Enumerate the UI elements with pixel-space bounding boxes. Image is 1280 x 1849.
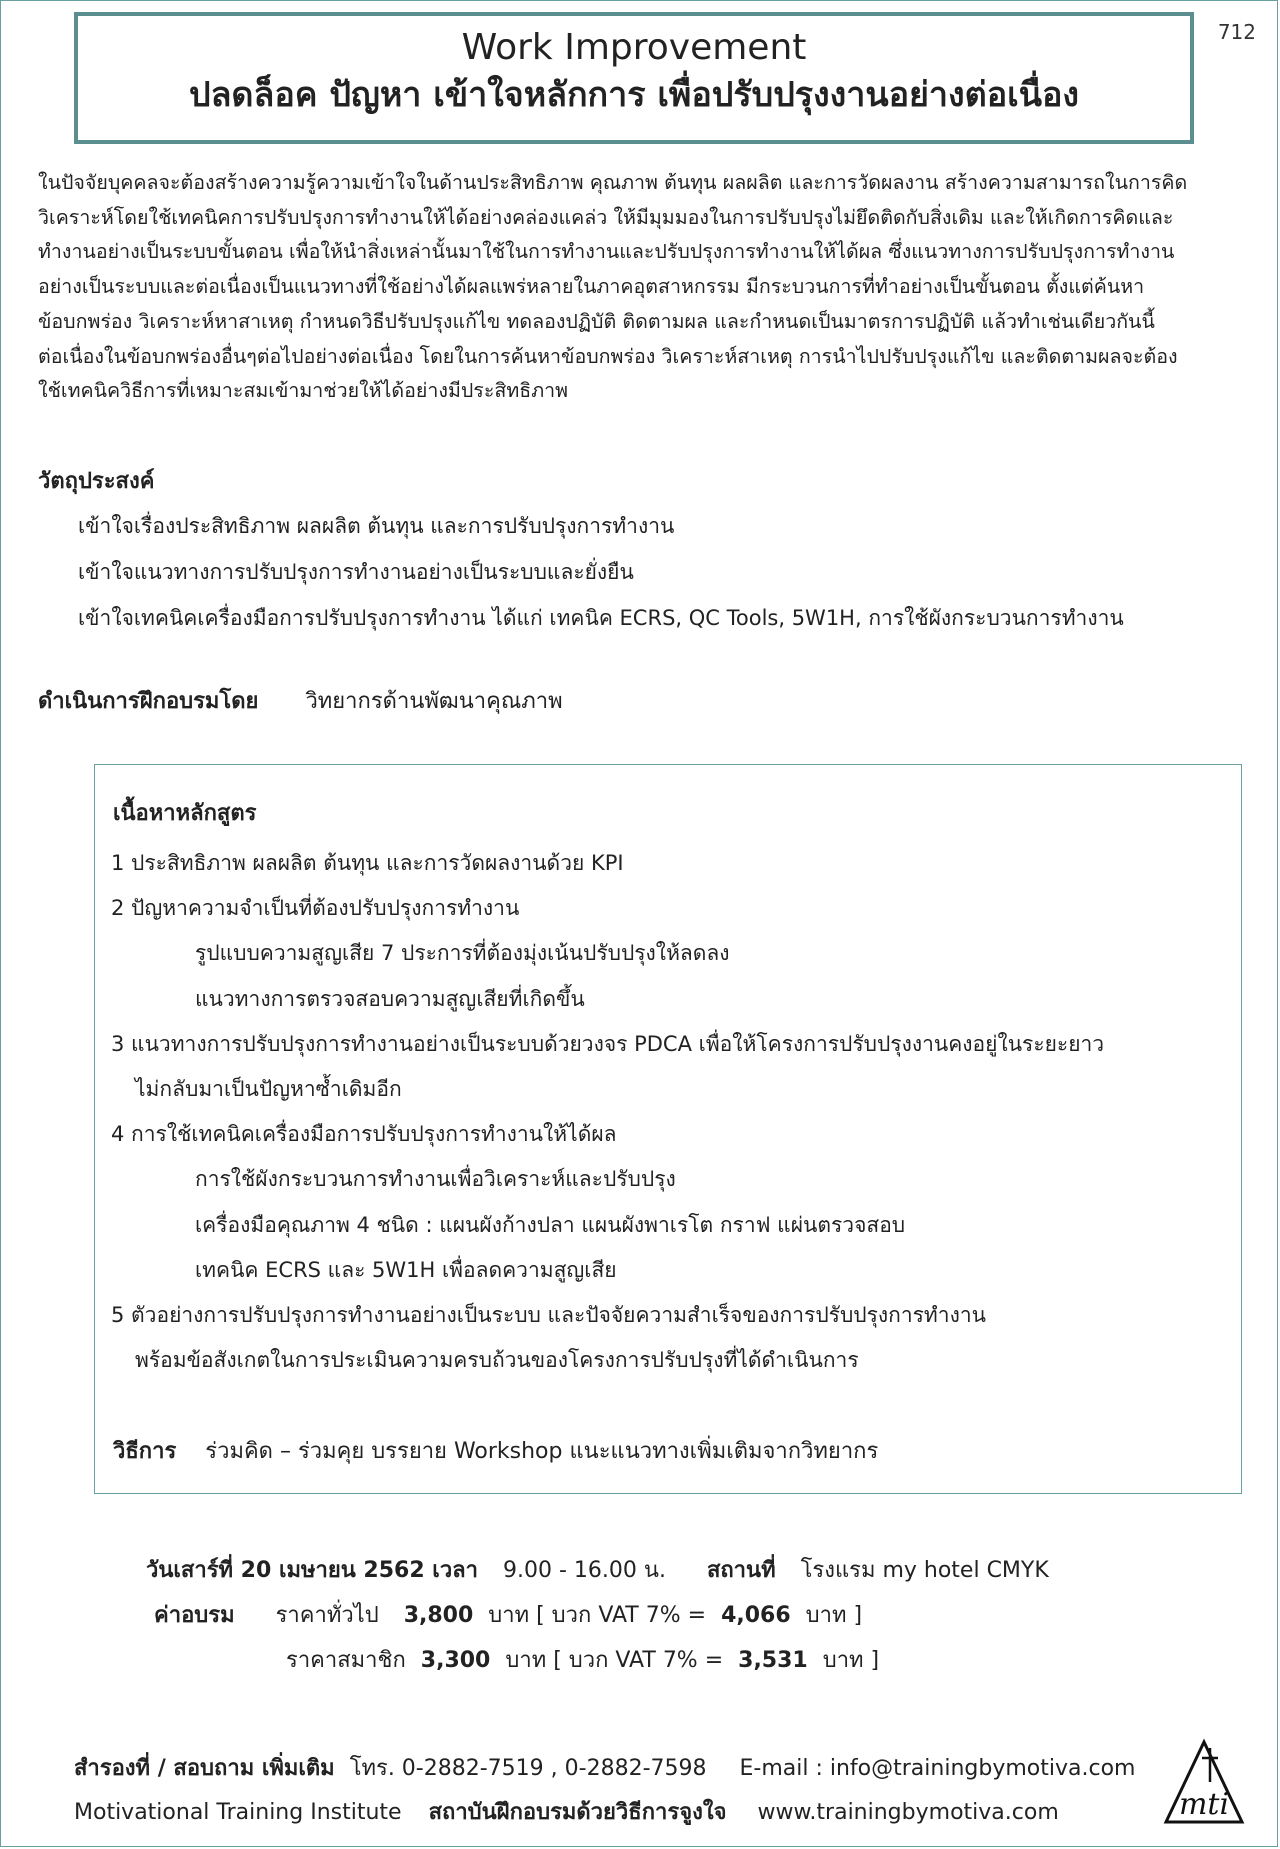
course-content-list (111, 841, 1104, 1383)
venue-value: โรงแรม my hotel CMYK (800, 1558, 1049, 1583)
title-box (74, 12, 1194, 144)
objectives-list (78, 503, 1124, 641)
general-price-value: 3,800 (403, 1603, 474, 1628)
logo-lettering: mti (1178, 1787, 1230, 1822)
course-subtopic: แนวทางการตรวจสอบความสูญเสียที่เกิดขึ้น (195, 986, 585, 1011)
time-value: 9.00 - 16.00 น. (503, 1558, 666, 1583)
course-subtopic: การใช้ผังกระบวนการทำงานเพื่อวิเคราะห์และปรับปรุง (195, 1167, 676, 1192)
contact-label: สำรองที่ / สอบถาม เพิ่มเติม (74, 1756, 335, 1781)
schedule-block (146, 1548, 1049, 1683)
intro-line: ใช้เทคนิควิธีการที่เหมาะสมเข้ามาช่วยให้ได้อย่างมีประสิทธิภาพ (38, 379, 569, 403)
course-topic: 3 แนวทางการปรับปรุงการทำงานอย่างเป็นระบบด้วยวงจร PDCA เพื่อให้โครงการปรับปรุงงานคงอยู่ในระยะยาว (111, 1031, 1105, 1056)
course-topic: 4 การใช้เทคนิคเครื่องมือการปรับปรุงการทำงานให้ได้ผล (111, 1122, 617, 1147)
course-topic: 2 ปัญหาความจำเป็นที่ต้องปรับปรุงการทำงาน (111, 896, 520, 921)
contact-line (74, 1747, 1135, 1791)
course-subtopic: เครื่องมือคุณภาพ 4 ชนิด : แผนผังก้างปลา แผนผังพาเรโต กราฟ แผ่นตรวจสอบ (195, 1212, 906, 1237)
trainer-label: ดำเนินการฝึกอบรมโดย (38, 689, 259, 714)
phone-text: โทร. 0-2882-7519 , 0-2882-7598 (349, 1756, 707, 1781)
course-subtopic: รูปแบบความสูญเสีย 7 ประการที่ต้องมุ่งเน้นปรับปรุงให้ลดลง (195, 941, 730, 966)
course-subtopic: เทคนิค ECRS และ 5W1H เพื่อลดความสูญเสีย (195, 1257, 617, 1282)
course-content-heading: เนื้อหาหลักสูตร (113, 801, 257, 826)
member-price-label: ราคาสมาชิก (286, 1648, 406, 1673)
org-name-en: Motivational Training Institute (74, 1800, 402, 1825)
title-english: Work Improvement (461, 27, 807, 68)
intro-line: ทำงานอย่างเป็นระบบขั้นตอน เพื่อให้นำสิ่งเหล่านั้นมาใช้ในการทำงานและปรับปรุงการทำงานให้ได้ผล ซึ่งแนวทางการปรับปรุงการทำงาน (38, 240, 1175, 264)
intro-line: วิเคราะห์โดยใช้เทคนิคการปรับปรุงการทำงานให้ได้อย่างคล่องแคล่ว ให้มีมุมมองในการปรับปรุงไม่ยึดติดกับสิ่งเดิม และให้เกิดการคิดและ (38, 205, 1174, 229)
trainer-value: วิทยากรด้านพัฒนาคุณภาพ (305, 689, 563, 714)
org-name-th: สถาบันฝึกอบรมด้วยวิธีการจูงใจ (428, 1800, 727, 1825)
general-price-total: 4,066 (721, 1603, 791, 1628)
course-topic-continued: พร้อมข้อสังเกตในการประเมินความครบถ้วนของโครงการปรับปรุงที่ได้ดำเนินการ (135, 1348, 859, 1373)
course-topic: 5 ตัวอย่างการปรับปรุงการทำงานอย่างเป็นระบบ และปัจจัยความสำเร็จของการปรับปรุงการทำงาน (111, 1303, 986, 1328)
intro-line: ในปัจจัยบุคคลจะต้องสร้างความรู้ความเข้าใจในด้านประสิทธิภาพ คุณภาพ ต้นทุน ผลผลิต และการวัดผลงาน สร้างความสามารถในการคิด (38, 171, 1188, 194)
member-price-total: 3,531 (738, 1648, 808, 1673)
objective-item: เข้าใจเทคนิคเครื่องมือการปรับปรุงการทำงาน ได้แก่ เทคนิค ECRS, QC Tools, 5W1H, การใช้ผังกระบวนการทำงาน (78, 606, 1124, 630)
website-link[interactable]: www.trainingbymotiva.com (757, 1800, 1059, 1825)
intro-line: อย่างเป็นระบบและต่อเนื่องเป็นแนวทางที่ใช้อย่างได้ผลแพร่หลายในภาคอุตสาหกรรม มีกระบวนการที่ทำอย่างเป็นขั้นตอน ตั้งแต่ค้นหา (38, 275, 1145, 299)
contact-block (74, 1747, 1135, 1835)
intro-line: ต่อเนื่องในข้อบกพร่องอื่นๆต่อไปอย่างต่อเนื่อง โดยในการค้นหาข้อบกพร่อง วิเคราะห์สาเหตุ การนำไปปรับปรุงแก้ไข และติดตามผลจะต้อง (38, 344, 1178, 368)
page-number: 712 (1217, 20, 1256, 44)
method-value: ร่วมคิด – ร่วมคุย บรรยาย Workshop แนะแนวทางเพิ่มเติมจากวิทยากร (205, 1439, 879, 1464)
member-price-value: 3,300 (420, 1648, 491, 1673)
title-thai: ปลดล็อค ปัญหา เข้าใจหลักการ เพื่อปรับปรุงงานอย่างต่อเนื่อง (189, 75, 1079, 115)
date-label: วันเสาร์ที่ 20 เมษายน 2562 เวลา (146, 1558, 479, 1583)
member-price-line (146, 1638, 1049, 1683)
mti-logo-icon (1162, 1738, 1246, 1826)
course-topic-continued: ไม่กลับมาเป็นปัญหาซ้ำเดิมอีก (135, 1077, 402, 1102)
member-price-close: บาท ] (822, 1648, 880, 1673)
venue-label: สถานที่ (706, 1558, 776, 1583)
email-text[interactable]: E-mail : info@trainingbymotiva.com (739, 1756, 1136, 1781)
fee-label: ค่าอบรม (154, 1603, 235, 1628)
general-price-label: ราคาทั่วไป (275, 1603, 379, 1628)
course-content-box (94, 764, 1242, 1494)
general-price-vat-text: บาท [ บวก VAT 7% = (488, 1603, 707, 1628)
member-price-vat-text: บาท [ บวก VAT 7% = (505, 1648, 724, 1673)
general-price-line (146, 1593, 1049, 1638)
footer-line (74, 1791, 1135, 1835)
course-topic: 1 ประสิทธิภาพ ผลผลิต ต้นทุน และการวัดผลงานด้วย KPI (111, 851, 624, 875)
objective-item: เข้าใจเรื่องประสิทธิภาพ ผลผลิต ต้นทุน และการปรับปรุงการทำงาน (78, 514, 675, 538)
intro-paragraph (38, 166, 1238, 409)
method-label: วิธีการ (113, 1439, 177, 1464)
date-time-venue-line (146, 1548, 1049, 1593)
trainer-line (38, 683, 563, 718)
general-price-close: บาท ] (805, 1603, 863, 1628)
objectives-heading: วัตถุประสงค์ (38, 469, 155, 494)
intro-line: ข้อบกพร่อง วิเคราะห์หาสาเหตุ กำหนดวิธีปรับปรุงแก้ไข ทดลองปฏิบัติ ติดตามผล และกำหนดเป็นมาตรการปฏิบัติ แล้วทำเช่นเดียวกันนี้ (38, 309, 1155, 333)
objective-item: เข้าใจแนวทางการปรับปรุงการทำงานอย่างเป็นระบบและยั่งยืน (78, 560, 634, 584)
method-line (113, 1433, 878, 1468)
